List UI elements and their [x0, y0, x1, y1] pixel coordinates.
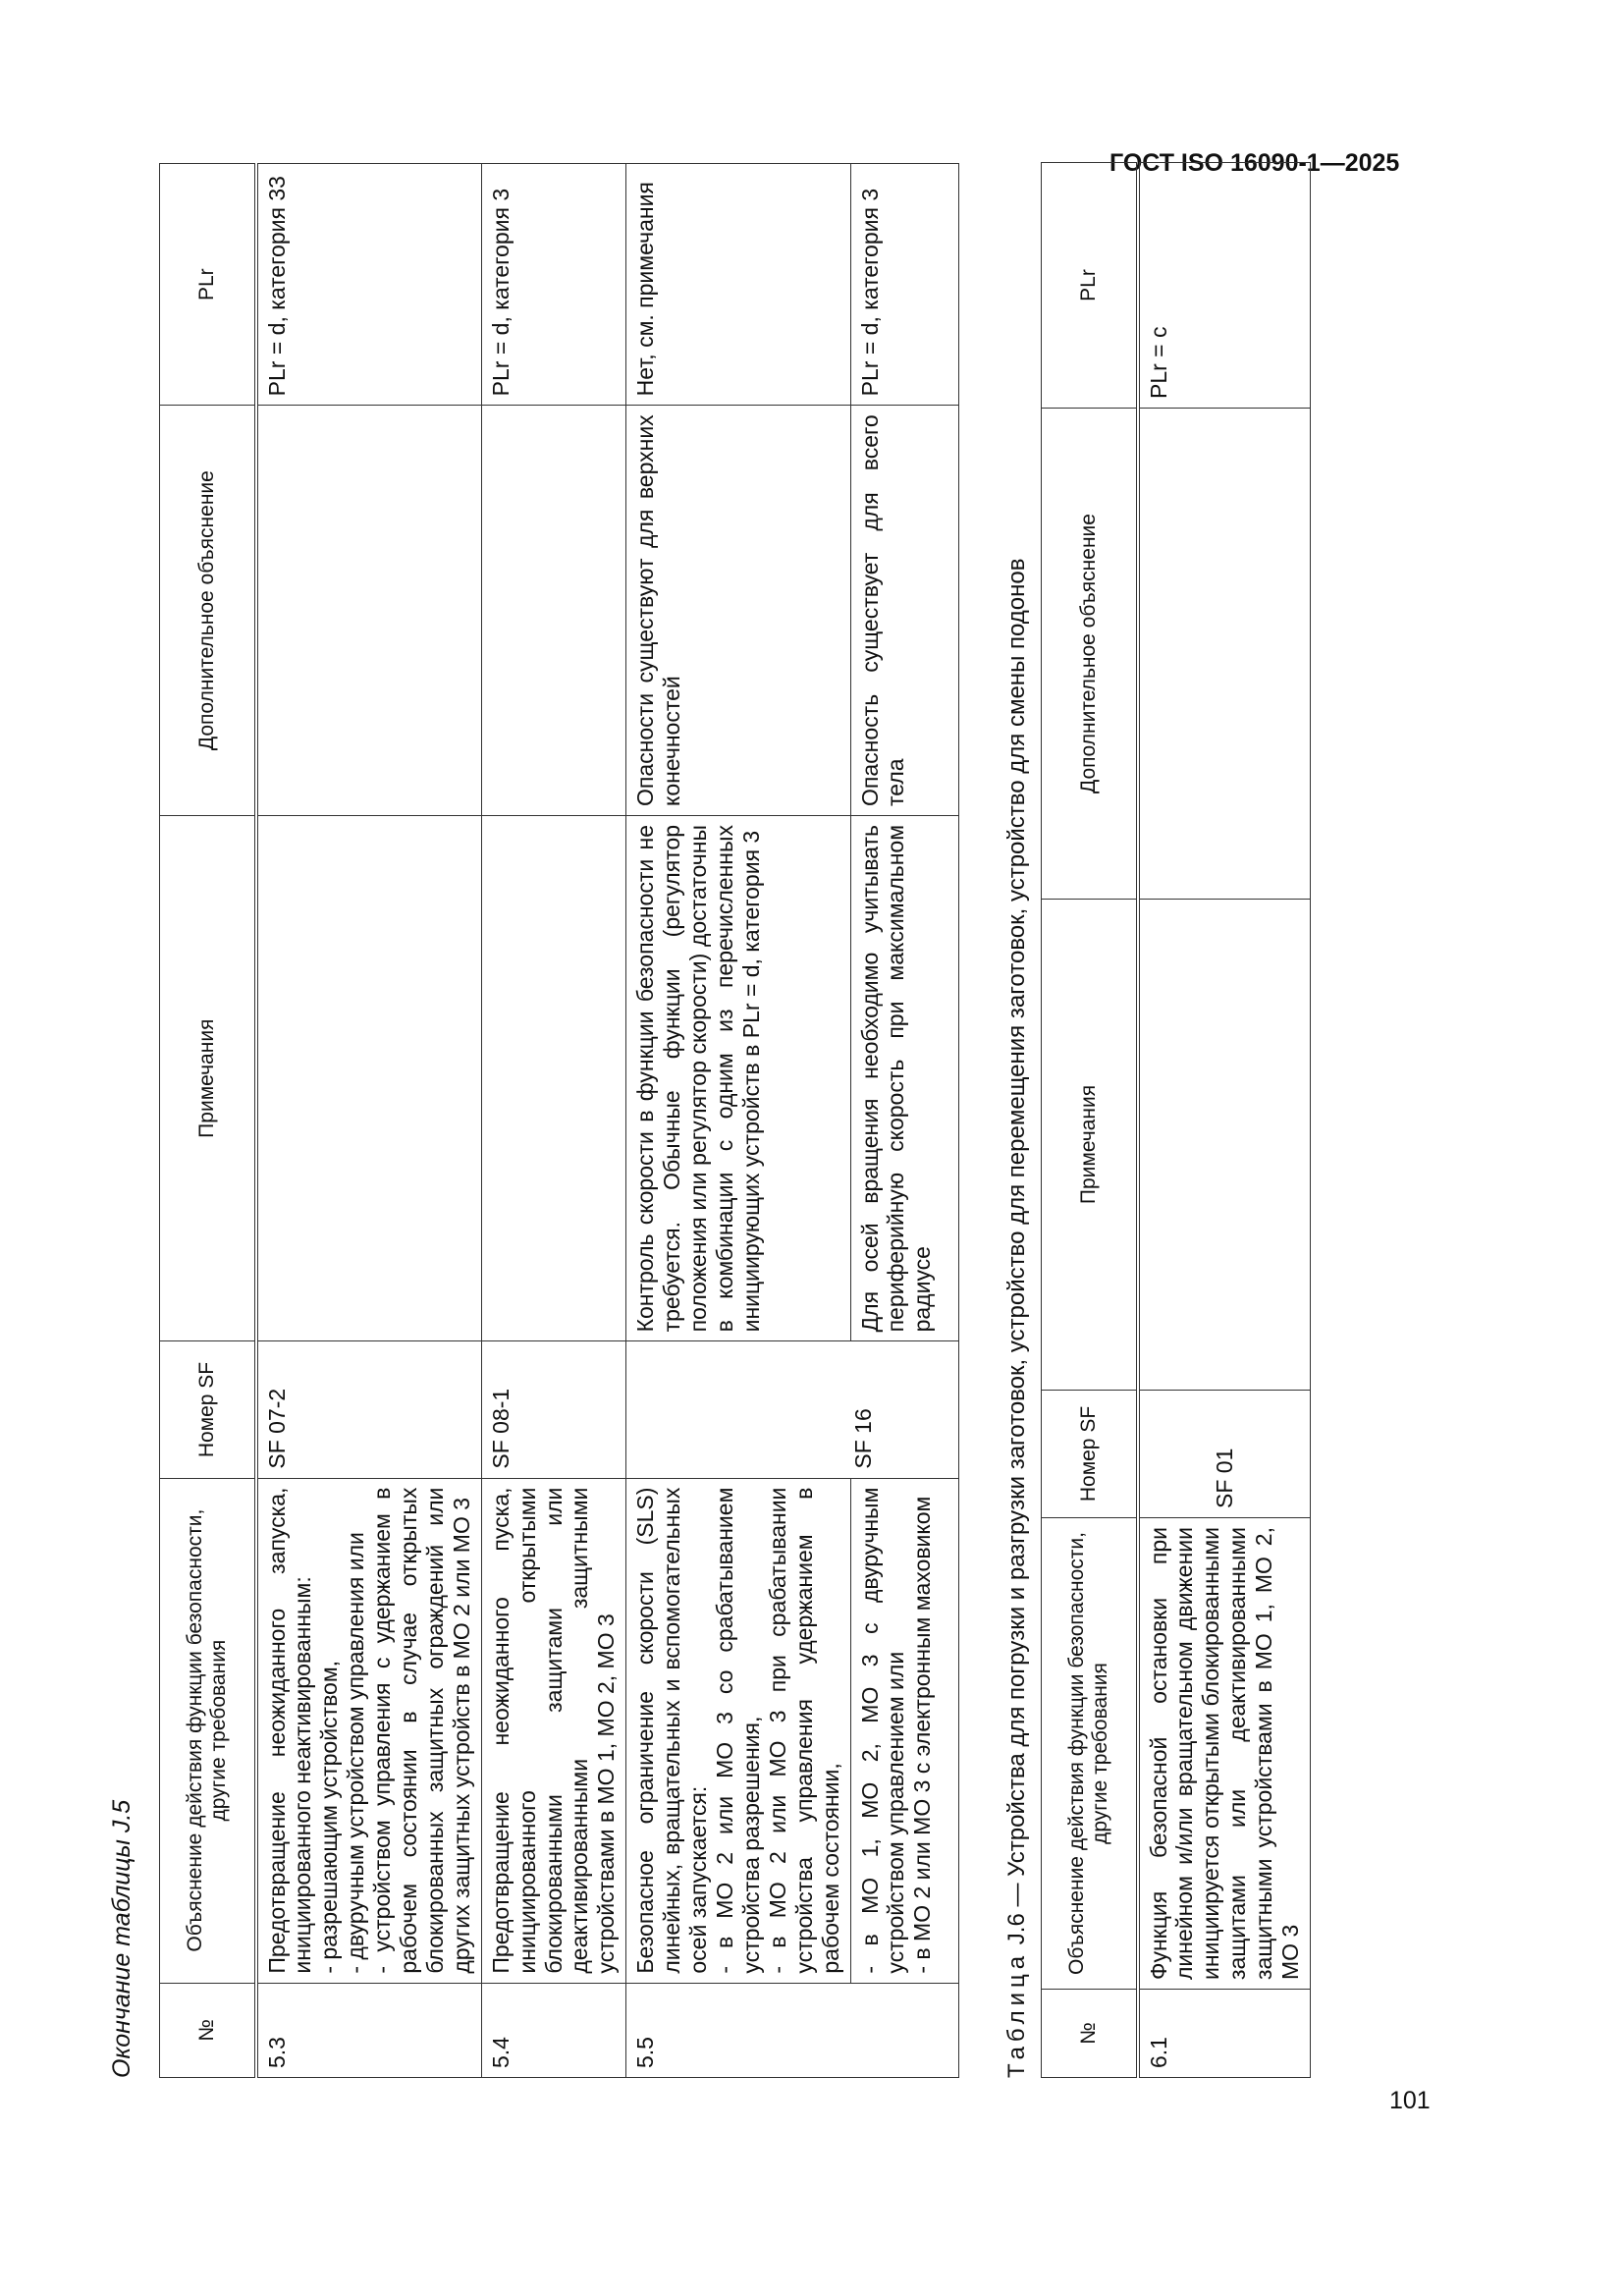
col-header-explanation: Объяснение действия функции безопасности, другие требования: [1042, 1518, 1138, 1990]
rotated-page-content: [108, 163, 1316, 2078]
col-header-additional: Дополнительное объяснение: [1042, 409, 1138, 900]
row-number: 5.5: [626, 1983, 850, 2077]
row-number: 6.1: [1138, 1990, 1311, 2078]
row-plr: Нет, см. примечания: [626, 164, 850, 406]
row-sf: SF 08-1: [481, 1341, 626, 1478]
row-number: 5.3: [256, 1983, 482, 2077]
row-explanation: Предотвращение неожиданного пуска, инициированного открытыми блокированными защитами или деактивированными защитными устройствами в МО 1, МО 2, МО 3: [481, 1478, 626, 1983]
row-explanation: - в МО 1, МО 2, МО 3 с двуручным устройством управлением или - в МО 2 или МО 3 с электронным маховиком: [850, 1478, 958, 1983]
row-notes: [481, 815, 626, 1340]
col-header-sf: Номер SF: [160, 1341, 256, 1478]
col-header-additional: Дополнительное объяснение: [160, 406, 256, 816]
col-header-num: №: [160, 1983, 256, 2077]
table-header-row: [160, 164, 256, 2078]
table-j5: [159, 163, 959, 2078]
table-row: [1138, 163, 1311, 2078]
row-plr: PLr = d, категория 33: [256, 164, 482, 406]
page-number: 101: [1389, 2087, 1431, 2114]
row-explanation: Предотвращение неожиданного запуска, инициированного неактивированным: - разрешающим устройством, - двуручным устройством управления или - устройством управления с удержанием в рабочем состоянии в случае открытых блокированных защитных ограждений или других защитных устройств в МО 2 или МО 3: [256, 1478, 482, 1983]
row-additional: Опасности существуют для верхних конечностей: [626, 406, 850, 816]
row-notes: Для осей вращения необходимо учитывать периферийную скорость при максимальном радиусе: [850, 815, 958, 1340]
row-additional: [256, 406, 482, 816]
col-header-num: №: [1042, 1990, 1138, 2078]
row-explanation: Безопасное ограничение скорости (SLS) линейных, вращательных и вспомогательных осей запускается: - в МО 2 или МО 3 со срабатыванием устройства разрешения, - в МО 2 или МО 3 при срабатывании устройства управления удержанием в рабочем состоянии,: [626, 1478, 850, 1983]
table-row: [850, 164, 958, 2078]
table-row: [626, 164, 850, 2078]
table-row: [256, 164, 482, 2078]
table-row: [481, 164, 626, 2078]
row-notes: [256, 815, 482, 1340]
row-additional: [1138, 409, 1311, 900]
col-header-plr: PLr: [160, 164, 256, 406]
table-j6-title: [1003, 558, 1031, 2078]
continuation-caption: Окончание таблицы J.5: [108, 1799, 135, 2078]
table-j6: [1041, 162, 1311, 2078]
col-header-explanation: Объяснение действия функции безопасности, другие требования: [160, 1478, 256, 1983]
col-header-notes: Примечания: [160, 815, 256, 1340]
col-header-plr: PLr: [1042, 163, 1138, 409]
row-additional: Опасность существует для всего тела: [850, 406, 958, 816]
row-sf: SF 07-2: [256, 1341, 482, 1478]
row-plr: PLr = d, категория 3: [850, 164, 958, 406]
table-j6-caption: J.6 — Устройства для погрузки и разгрузки заготовок, устройство для перемещения заготовок, устройство для смены подонов: [1003, 558, 1030, 1945]
col-header-sf: Номер SF: [1042, 1391, 1138, 1518]
row-sf: SF 16: [850, 1341, 958, 1478]
col-header-notes: Примечания: [1042, 900, 1138, 1391]
table-j6-label: Таблица: [1003, 1950, 1030, 2078]
row-number: 5.4: [481, 1983, 626, 2077]
row-explanation: Функция безопасной остановки при линейном и/или вращательном движении инициируется открытыми блокированными защитами или деактивированными защитными устройствами в МО 1, МО 2, МО 3: [1138, 1518, 1311, 1990]
row-additional: [481, 406, 626, 816]
row-notes: Контроль скорости в функции безопасности не требуется. Обычные функции (регулятор положения или регулятор скорости) достаточны в комбинации с одним из перечисленных инициирующих устройств в PLr = d, категория 3: [626, 815, 850, 1340]
row-sf: SF 01: [1138, 1391, 1311, 1518]
table-header-row: [1042, 163, 1138, 2078]
row-plr: PLr = c: [1138, 163, 1311, 409]
document-code: ГОСТ ISO 16090-1—2025: [1109, 149, 1400, 177]
row-notes: [1138, 900, 1311, 1391]
row-sf-empty: [626, 1341, 850, 1478]
row-number-empty: [850, 1983, 958, 2077]
row-plr: PLr = d, категория 3: [481, 164, 626, 406]
